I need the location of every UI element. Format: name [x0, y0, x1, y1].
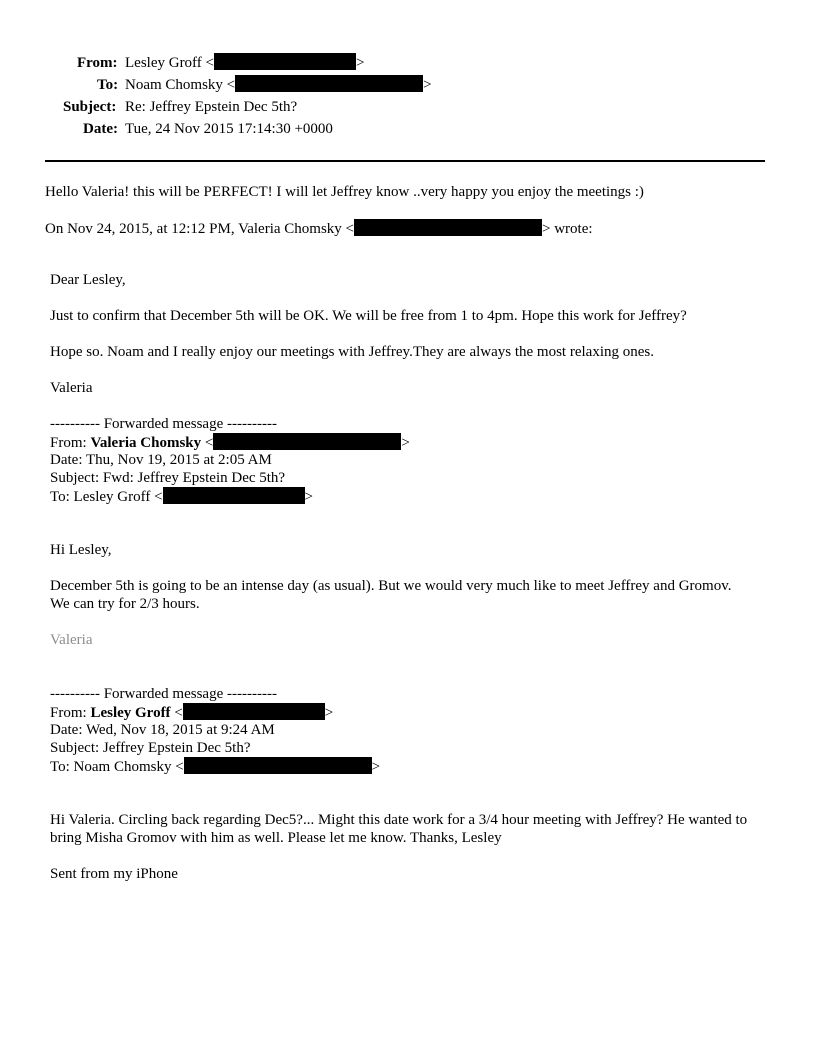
header-subject-value: Re: Jeffrey Epstein Dec 5th? — [125, 99, 298, 115]
header-divider — [45, 160, 765, 162]
header-to-label: To: — [97, 77, 119, 93]
valeria-signoff: Valeria — [50, 380, 93, 396]
forward-to-close: > — [371, 759, 381, 775]
forward-date: Date: Thu, Nov 19, 2015 at 2:05 AM — [50, 452, 272, 468]
valeria-greeting: Dear Lesley, — [50, 272, 126, 288]
valeria-paragraph-1: Just to confirm that December 5th will be OK. We will be free from 1 to 4pm. Hope this work for Jeffrey? — [50, 308, 687, 324]
forward-subject: Subject: Fwd: Jeffrey Epstein Dec 5th? — [50, 470, 286, 486]
header-from-value — [125, 52, 364, 74]
forward-to — [50, 757, 380, 775]
forward-from-open: < — [170, 705, 183, 721]
redaction-bar — [213, 433, 401, 450]
fwd2-body: Hi Valeria. Circling back regarding Dec5?... Might this date work for a 3/4 hour meeting with Jeffrey? He wanted to bring Misha Gromov with him as well. Please let me know. Thanks, Lesley — [50, 812, 748, 846]
header-date-value: Tue, 24 Nov 2015 17:14:30 +0000 — [125, 121, 333, 137]
forward-from-close: > — [401, 435, 410, 451]
forward-subject: Subject: Jeffrey Epstein Dec 5th? — [50, 740, 251, 756]
header-date-row — [45, 118, 545, 140]
fwd2-footer: Sent from my iPhone — [50, 866, 178, 882]
forward-date: Date: Wed, Nov 18, 2015 at 9:24 AM — [50, 722, 275, 738]
forward-separator: ---------- Forwarded message ---------- — [50, 416, 277, 432]
email-header — [45, 52, 545, 140]
redaction-bar — [214, 53, 356, 70]
reply-body: Hello Valeria! this will be PERFECT! I will let Jeffrey know ..very happy you enjoy the meetings :) — [45, 184, 644, 200]
header-date-label: Date: — [83, 121, 118, 137]
redaction-bar — [183, 703, 325, 720]
redaction-bar — [184, 757, 372, 774]
forward-separator: ---------- Forwarded message ---------- — [50, 686, 277, 702]
redaction-bar — [235, 75, 423, 92]
quote-intro — [45, 219, 593, 238]
redaction-bar — [163, 487, 305, 504]
forward-to-close: > — [304, 489, 313, 505]
header-to-value — [125, 74, 432, 96]
header-to-text: Noam Chomsky < — [125, 77, 236, 93]
forwarded-header-2 — [50, 685, 380, 775]
forward-from-open: < — [201, 435, 214, 451]
header-from-row — [45, 52, 545, 74]
fwd1-greeting: Hi Lesley, — [50, 542, 112, 558]
forwarded-header-1 — [50, 415, 410, 505]
header-subject-label: Subject: — [63, 99, 117, 115]
header-subject-row — [45, 96, 545, 118]
forward-from-close: > — [324, 705, 334, 721]
quote-intro-before: On Nov 24, 2015, at 12:12 PM, Valeria Chomsky < — [45, 221, 355, 237]
forward-from-prefix: From: — [50, 705, 91, 721]
forward-from-name: Lesley Groff — [90, 705, 171, 721]
header-to-close: > — [423, 77, 432, 93]
forward-from — [50, 703, 380, 721]
forward-from-name: Valeria Chomsky — [90, 435, 202, 451]
forward-to-prefix: To: Lesley Groff < — [50, 489, 163, 505]
fwd1-signoff: Valeria — [50, 632, 93, 648]
fwd1-body: December 5th is going to be an intense day (as usual). But we would very much like to meet Jeffrey and Gromov. We can try for 2/3 hours. — [50, 578, 732, 612]
forward-from — [50, 433, 410, 451]
forward-to — [50, 487, 410, 505]
forward-from-prefix: From: — [50, 435, 91, 451]
forward-to-prefix: To: Noam Chomsky < — [50, 759, 184, 775]
header-from-text: Lesley Groff < — [125, 55, 214, 71]
header-from-close: > — [356, 55, 365, 71]
valeria-paragraph-2: Hope so. Noam and I really enjoy our meetings with Jeffrey.They are always the most relaxing ones. — [50, 344, 654, 360]
header-to-row — [45, 74, 545, 96]
header-from-label: From: — [77, 55, 118, 71]
redaction-bar — [354, 219, 542, 236]
quote-intro-after: > wrote: — [542, 221, 593, 237]
